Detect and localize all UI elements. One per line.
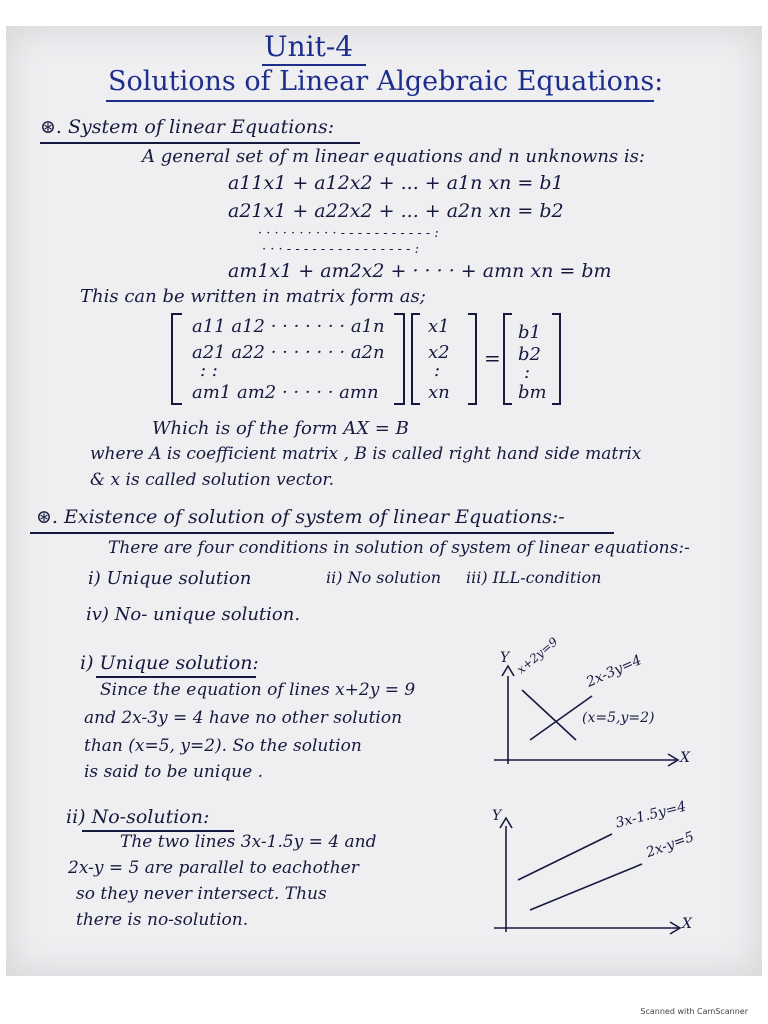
- vector-x-dots: :: [434, 360, 441, 381]
- where-text-1: where A is coefficient matrix , B is called right hand side matrix: [90, 444, 642, 464]
- unique-line-2: and 2x-3y = 4 have no other solution: [84, 708, 403, 728]
- matrix-row-m: am1 am2 · · · · · amn: [192, 382, 379, 403]
- condition-no-unique: iv) No- unique solution.: [86, 604, 301, 625]
- condition-no-solution: ii) No solution: [326, 568, 442, 587]
- vector-x1: x1: [428, 316, 450, 337]
- axis-x-label: X: [680, 750, 690, 766]
- where-text-2: & x is called solution vector.: [90, 470, 335, 490]
- unique-line-4: is said to be unique .: [84, 762, 263, 782]
- general-set-text: A general set of m linear equations and n unknowns is:: [142, 146, 645, 167]
- matrix-row-1: a11 a12 · · · · · · · a1n: [192, 316, 385, 337]
- equation-1: a11x1 + a12x2 + ... + a1n xn = b1: [228, 172, 564, 194]
- no-solution-line-1: The two lines 3x-1.5y = 4 and: [120, 832, 377, 852]
- vector-b-dots: :: [524, 362, 531, 383]
- vector-bm: bm: [518, 382, 547, 403]
- axis-x-label: X: [682, 916, 692, 932]
- matrix-row-dots: : :: [200, 360, 218, 381]
- vector-x2: x2: [428, 342, 450, 363]
- section-heading-system: ⊛. System of linear Equations:: [40, 116, 335, 138]
- line-label-1: 3x-1.5y=4: [614, 798, 688, 832]
- vector-b2: b2: [518, 344, 541, 365]
- dots-row-2: · · · - - - - - - - - - - - - - - - :: [262, 242, 420, 257]
- section-heading-existence: ⊛. Existence of solution of system of linear Equations:-: [36, 506, 565, 528]
- dots-row-1: · · · · · · · · · · - - - - - - - - - - - :: [258, 226, 439, 241]
- no-solution-heading: ii) No-solution:: [66, 806, 210, 828]
- line-label-1: x+2y=9: [514, 634, 561, 677]
- no-solution-line-2: 2x-y = 5 are parallel to eachother: [68, 858, 359, 878]
- intersection-label: (x=5,y=2): [582, 710, 655, 726]
- no-solution-line-3: so they never intersect. Thus: [76, 884, 327, 904]
- axis-y-label: Y: [492, 808, 502, 824]
- unique-line-3: than (x=5, y=2). So the solution: [84, 736, 362, 756]
- vector-b1: b1: [518, 322, 541, 343]
- no-solution-line-4: there is no-solution.: [76, 910, 249, 930]
- form-text: Which is of the form AX = B: [152, 418, 409, 439]
- line-label-2: 2x-3y=4: [584, 652, 645, 691]
- condition-ill: iii) ILL-condition: [466, 568, 602, 587]
- equals-sign: =: [484, 346, 501, 370]
- scanner-watermark: Scanned with CamScanner: [640, 1007, 748, 1016]
- equation-m: am1x1 + am2x2 + · · · · + amn xn = bm: [228, 260, 612, 282]
- unit-title: Unit-4: [264, 30, 354, 63]
- matrix-form-text: This can be written in matrix form as;: [80, 286, 426, 307]
- vector-xn: xn: [428, 382, 450, 403]
- four-conditions-text: There are four conditions in solution of system of linear equations:-: [108, 538, 690, 558]
- unique-line-1: Since the equation of lines x+2y = 9: [100, 680, 416, 700]
- matrix-row-2: a21 a22 · · · · · · · a2n: [192, 342, 385, 363]
- unique-solution-heading: i) Unique solution:: [80, 652, 259, 674]
- condition-unique: i) Unique solution: [88, 568, 252, 589]
- line-label-2: 2x-y=5: [644, 828, 697, 862]
- page-title: Solutions of Linear Algebraic Equations:: [108, 66, 664, 97]
- equation-2: a21x1 + a22x2 + ... + a2n xn = b2: [228, 200, 564, 222]
- axis-y-label: Y: [500, 650, 510, 666]
